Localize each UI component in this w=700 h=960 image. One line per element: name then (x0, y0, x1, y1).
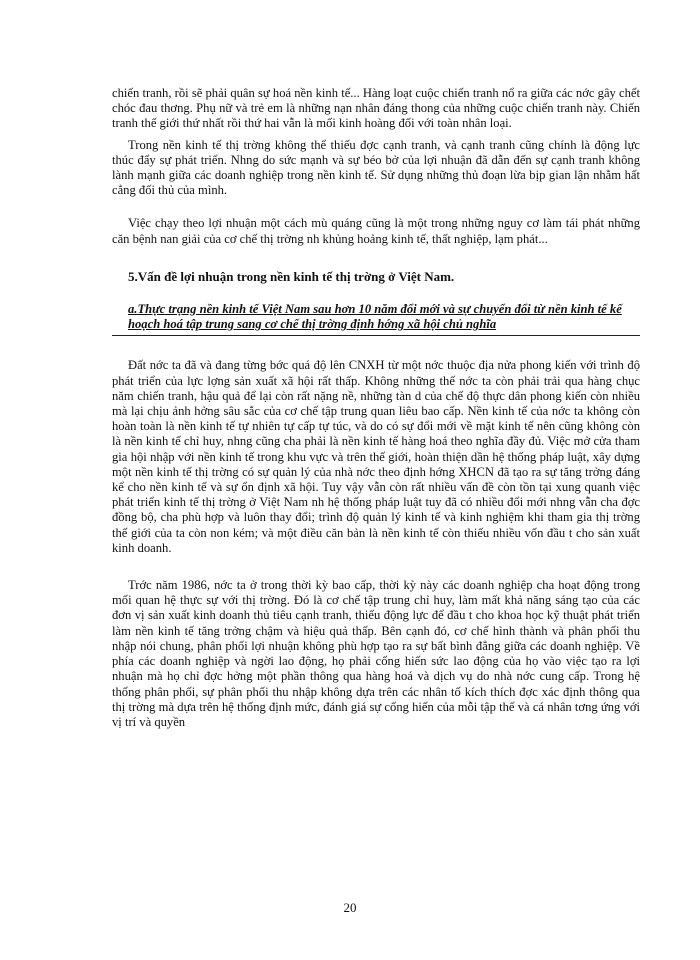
paragraph-competition: Trong nền kinh tế thị trờng không thể thiếu đợc cạnh tranh, và cạnh tranh cũng chính là động lực thúc đẩy sự phát triển. Nhng do sức mạnh và sự béo bở của lợi nhuận đã dẫn đến sự cạnh tranh không lành mạnh giữa các doanh nghiệp trong nền kinh tế. Sử dụng những thủ đoạn lừa bịp gian lận nhằm hất cẳng đối thủ của mình. (112, 137, 640, 198)
paragraph-vietnam-economy: Đất nớc ta đã và đang từng bớc quá độ lên CNXH từ một nớc thuộc địa nửa phong kiến với trình độ phát triển của lực lợng sản xuất xã hội rất thấp. Không những thế nớc ta còn phải trải qua hàng chục năm chiến tranh, hậu quả để lại còn rất nặng nề, những tàn d của chế độ thực dân phong kiến còn nhiều mà lại chịu ảnh hởng sâu sắc của cơ chế tập trung quan liêu bao cấp. Nền kinh tế của nớc ta không còn hoàn toàn là nền kinh tế tự nhiên tự cấp tự túc, và do có sự đổi mới về mặt kinh tế nên cũng không còn là nền kinh tế chỉ huy, nhng cũng cha phải là nền kinh tế hàng hoá theo nghĩa đầy đủ. Việc mở cửa tham gia hội nhập với nền kinh tế trong khu vực và trên thế giới, hoàn thiện dần hệ thống pháp luật, xây dựng một nền kinh tế thị trờng có sự quản lý của nhà nớc theo định hớng XHCN đã tạo ra sự tăng trởng đáng kể cho nền kinh tế và sự ổn định xã hội. Tuy vậy vẫn còn rất nhiều vấn đề còn tồn tại xung quanh việc phát triển kinh tế thị trờng ở Việt Nam nh hệ thống pháp luật tuy đã có nhiều đổi mới nhng vẫn cha đợc đồng bộ, cha phù hợp và luôn thay đổi; trình độ quản lý kinh tế và kinh nghiệm khi tham gia thị trờng thế giới của ta còn non kém; và một điều căn bản là nền kinh tế còn thiếu nhiều vốn đầu t cho sản xuất kinh doanh. (112, 358, 640, 555)
subsection-heading: a.Thực trạng nền kinh tế Việt Nam sau hơn 10 năm đổi mới và sự chuyển đổi từ nền kinh tế kế hoạch hoá tập trung sang cơ chế thị trờng định hớng xã hội chủ nghĩa (112, 302, 640, 336)
paragraph-before-1986: Trớc năm 1986, nớc ta ở trong thời kỳ bao cấp, thời kỳ này các doanh nghiệp cha hoạt động trong mối quan hệ thực sự với thị trờng. Đó là cơ chế tập trung chỉ huy, làm mất khả năng sáng tạo của các đơn vị sản xuất kinh doanh thủ tiêu cạnh tranh, thiếu động lực để đầu t cho khoa học kỹ thuật phát triển làm nền kinh tế tăng trởng chậm và hiệu quả thấp. Bên cạnh đó, cơ chế hình thành và phân phối thu nhập nói chung, phân phối lợi nhuận không phù hợp tạo ra sự bất bình đẳng giữa các doanh nghiệp. Về phía các doanh nghiệp và ngời lao động, họ phải cống hiến sức lao động của họ vào việc tạo ra lợi nhuận mà họ chỉ đợc hởng một phần thông qua hàng hoá và dịch vụ do nhà nớc cung cấp. Trong hệ thống phân phối, sự phân phối thu nhập không dựa trên các nhân tố kích thích đợc xác định thông qua thị trờng mà dựa trên hệ thống định mức, đánh giá sự cống hiến của mỗi tập thể và cá nhân tơng ứng với vị trí và quyền (112, 578, 640, 729)
paragraph-war: chiến tranh, rồi sẽ phải quân sự hoá nền kinh tế... Hàng loạt cuộc chiến tranh nổ ra giữa các nớc gây chết chóc đau thơng. Phụ nữ và trẻ em là những nạn nhân đáng thong của những cuộc chiến tranh này. Chiến tranh thế giới thứ nhất rồi thứ hai vẫn là mối kinh hoàng đối với toàn nhân loại. (112, 86, 640, 131)
page-body (112, 86, 640, 730)
section-heading: 5.Vấn đề lợi nhuận trong nền kinh tế thị trờng ở Việt Nam. (128, 268, 455, 284)
paragraph-profit-risk: Việc chạy theo lợi nhuận một cách mù quáng cũng là một trong những nguy cơ làm tái phát những căn bệnh nan giải của cơ chế thị trờng nh khủng hoảng kinh tế, thất nghiệp, lạm phát... (112, 216, 640, 246)
page-number: 20 (343, 900, 357, 915)
